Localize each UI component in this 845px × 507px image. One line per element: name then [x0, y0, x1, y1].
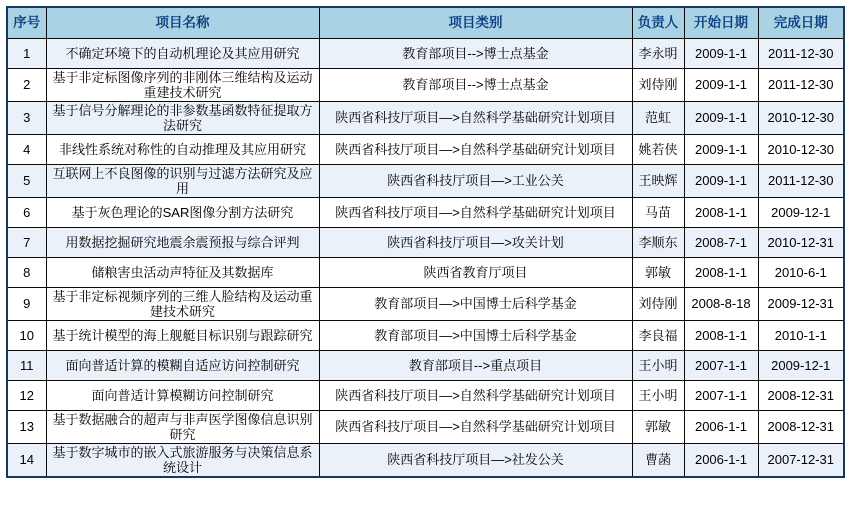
cell-end-date: 2009-12-1 — [758, 197, 844, 227]
cell-owner: 李良福 — [632, 320, 684, 350]
header-row — [7, 7, 844, 38]
column-header-project-category: 项目类别 — [319, 7, 632, 38]
cell-index: 14 — [7, 443, 46, 477]
cell-owner: 李永明 — [632, 38, 684, 68]
table-row[interactable] — [7, 38, 844, 68]
cell-index: 5 — [7, 164, 46, 197]
cell-end-date: 2011-12-30 — [758, 164, 844, 197]
cell-project-name: 基于统计模型的海上舰艇目标识别与跟踪研究 — [46, 320, 319, 350]
cell-project-category: 陕西省科技厅项目—>自然科学基础研究计划项目 — [319, 101, 632, 134]
table-row[interactable] — [7, 197, 844, 227]
cell-owner: 郭敏 — [632, 410, 684, 443]
cell-project-category: 陕西省科技厅项目—>社发公关 — [319, 443, 632, 477]
table-row[interactable] — [7, 68, 844, 101]
table-header — [7, 7, 844, 38]
cell-project-name: 面向普适计算模糊访问控制研究 — [46, 380, 319, 410]
cell-start-date: 2009-1-1 — [684, 68, 758, 101]
cell-owner: 王小明 — [632, 380, 684, 410]
cell-project-name: 不确定环境下的自动机理论及其应用研究 — [46, 38, 319, 68]
cell-project-name: 面向普适计算的模糊自适应访问控制研究 — [46, 350, 319, 380]
cell-project-category: 陕西省科技厅项目—>攻关计划 — [319, 227, 632, 257]
cell-end-date: 2009-12-1 — [758, 350, 844, 380]
cell-start-date: 2008-8-18 — [684, 287, 758, 320]
cell-start-date: 2008-1-1 — [684, 257, 758, 287]
table-row[interactable] — [7, 443, 844, 477]
cell-index: 10 — [7, 320, 46, 350]
cell-owner: 李顺东 — [632, 227, 684, 257]
cell-end-date: 2011-12-30 — [758, 38, 844, 68]
cell-index: 11 — [7, 350, 46, 380]
cell-project-name: 基于数据融合的超声与非声医学图像信息识别研究 — [46, 410, 319, 443]
cell-end-date: 2011-12-30 — [758, 68, 844, 101]
table-row[interactable] — [7, 287, 844, 320]
cell-index: 12 — [7, 380, 46, 410]
cell-owner: 范虹 — [632, 101, 684, 134]
cell-end-date: 2009-12-31 — [758, 287, 844, 320]
table-row[interactable] — [7, 410, 844, 443]
cell-owner: 王小明 — [632, 350, 684, 380]
cell-owner: 郭敏 — [632, 257, 684, 287]
cell-index: 2 — [7, 68, 46, 101]
cell-start-date: 2006-1-1 — [684, 410, 758, 443]
cell-project-category: 陕西省科技厅项目—>自然科学基础研究计划项目 — [319, 197, 632, 227]
cell-start-date: 2009-1-1 — [684, 164, 758, 197]
table-row[interactable] — [7, 350, 844, 380]
cell-project-category: 教育部项目-->博士点基金 — [319, 38, 632, 68]
cell-end-date: 2010-1-1 — [758, 320, 844, 350]
cell-end-date: 2008-12-31 — [758, 380, 844, 410]
table-row[interactable] — [7, 227, 844, 257]
cell-project-category: 教育部项目-->博士点基金 — [319, 68, 632, 101]
cell-project-name: 基于非定标图像序列的非刚体三维结构及运动重建技术研究 — [46, 68, 319, 101]
cell-start-date: 2006-1-1 — [684, 443, 758, 477]
cell-owner: 姚若侠 — [632, 134, 684, 164]
cell-project-category: 教育部项目—>中国博士后科学基金 — [319, 320, 632, 350]
table-row[interactable] — [7, 164, 844, 197]
projects-table — [6, 6, 845, 478]
column-header-owner: 负责人 — [632, 7, 684, 38]
cell-index: 3 — [7, 101, 46, 134]
cell-start-date: 2009-1-1 — [684, 38, 758, 68]
cell-project-name: 基于数字城市的嵌入式旅游服务与决策信息系统设计 — [46, 443, 319, 477]
cell-start-date: 2009-1-1 — [684, 134, 758, 164]
cell-index: 13 — [7, 410, 46, 443]
cell-project-name: 基于非定标视频序列的三维人脸结构及运动重建技术研究 — [46, 287, 319, 320]
cell-project-name: 互联网上不良图像的识别与过滤方法研究及应用 — [46, 164, 319, 197]
cell-start-date: 2008-1-1 — [684, 197, 758, 227]
table-body — [7, 38, 844, 477]
cell-project-name: 用数据挖掘研究地震余震预报与综合评判 — [46, 227, 319, 257]
cell-index: 7 — [7, 227, 46, 257]
cell-project-category: 陕西省科技厅项目—>自然科学基础研究计划项目 — [319, 134, 632, 164]
cell-start-date: 2009-1-1 — [684, 101, 758, 134]
cell-owner: 王映辉 — [632, 164, 684, 197]
cell-start-date: 2007-1-1 — [684, 380, 758, 410]
cell-index: 8 — [7, 257, 46, 287]
cell-owner: 马苗 — [632, 197, 684, 227]
table-row[interactable] — [7, 380, 844, 410]
cell-owner: 刘侍刚 — [632, 68, 684, 101]
cell-project-category: 教育部项目-->重点项目 — [319, 350, 632, 380]
cell-start-date: 2008-1-1 — [684, 320, 758, 350]
cell-end-date: 2007-12-31 — [758, 443, 844, 477]
column-header-start-date: 开始日期 — [684, 7, 758, 38]
cell-owner: 刘侍刚 — [632, 287, 684, 320]
cell-index: 1 — [7, 38, 46, 68]
cell-end-date: 2010-6-1 — [758, 257, 844, 287]
cell-index: 4 — [7, 134, 46, 164]
column-header-end-date: 完成日期 — [758, 7, 844, 38]
cell-index: 9 — [7, 287, 46, 320]
cell-project-category: 陕西省科技厅项目—>自然科学基础研究计划项目 — [319, 380, 632, 410]
cell-owner: 曹菡 — [632, 443, 684, 477]
cell-project-name: 基于信号分解理论的非参数基函数特征提取方法研究 — [46, 101, 319, 134]
cell-end-date: 2008-12-31 — [758, 410, 844, 443]
cell-project-name: 基于灰色理论的SAR图像分割方法研究 — [46, 197, 319, 227]
table-row[interactable] — [7, 320, 844, 350]
column-header-project-name: 项目名称 — [46, 7, 319, 38]
table-row[interactable] — [7, 257, 844, 287]
cell-project-category: 教育部项目—>中国博士后科学基金 — [319, 287, 632, 320]
cell-index: 6 — [7, 197, 46, 227]
cell-end-date: 2010-12-30 — [758, 134, 844, 164]
cell-project-category: 陕西省科技厅项目—>工业公关 — [319, 164, 632, 197]
cell-end-date: 2010-12-31 — [758, 227, 844, 257]
table-row[interactable] — [7, 101, 844, 134]
cell-start-date: 2007-1-1 — [684, 350, 758, 380]
cell-project-category: 陕西省科技厅项目—>自然科学基础研究计划项目 — [319, 410, 632, 443]
cell-project-category: 陕西省教育厅项目 — [319, 257, 632, 287]
cell-start-date: 2008-7-1 — [684, 227, 758, 257]
cell-end-date: 2010-12-30 — [758, 101, 844, 134]
column-header-index: 序号 — [7, 7, 46, 38]
cell-project-name: 非线性系统对称性的自动推理及其应用研究 — [46, 134, 319, 164]
cell-project-name: 储粮害虫活动声特征及其数据库 — [46, 257, 319, 287]
table-row[interactable] — [7, 134, 844, 164]
